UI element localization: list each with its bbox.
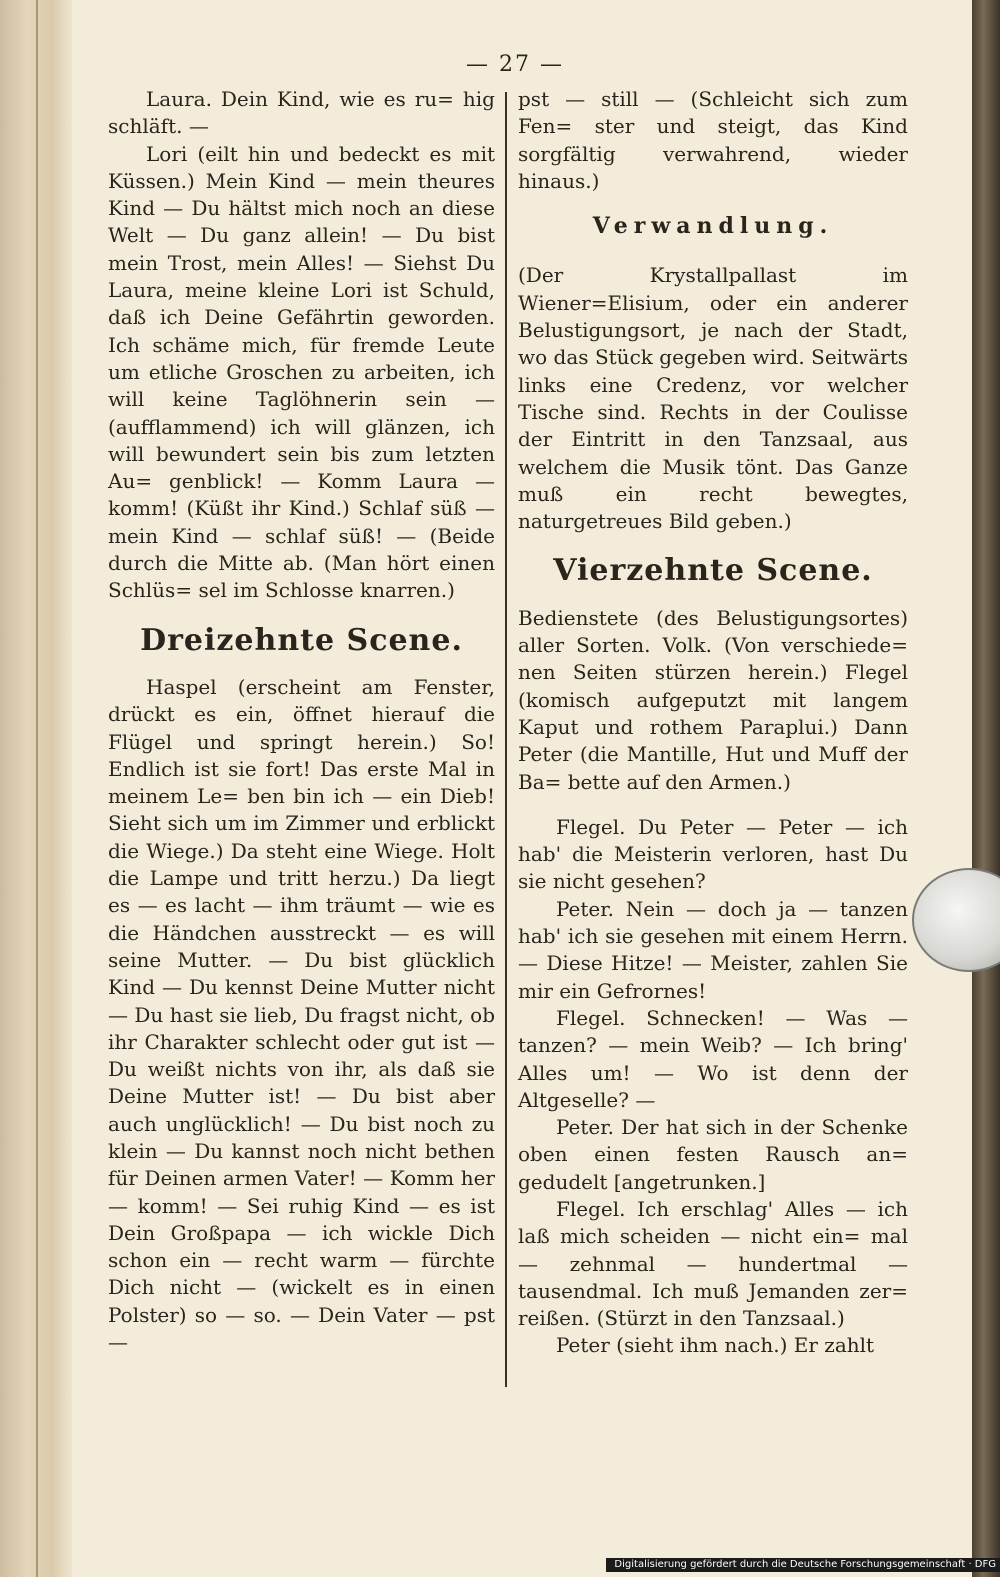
right-column [518, 86, 908, 1360]
scene-heading: Vierzehnte Scene. [553, 553, 873, 589]
dialogue-line: Flegel. Du Peter — Peter — ich hab' die Meisterin verloren, hast Du sie nicht gesehen? [518, 814, 908, 894]
paragraph: Laura. Dein Kind, wie es ru= hig schläft. — [108, 87, 495, 139]
left-column [108, 86, 495, 1356]
book-edge [972, 0, 1000, 1577]
dialogue-line: Peter. Der hat sich in der Schenke oben einen festen Rausch an= gedudelt [angetrunken.] [518, 1115, 908, 1194]
footer-credit: Digitalisierung gefördert durch die Deutsche Forschungsgemeinschaft · DFG [606, 1558, 1000, 1572]
page-number: — 27 — [466, 52, 564, 77]
paragraph: Haspel (erscheint am Fenster, drückt es ein, öffnet hierauf die Flügel und springt herein.) So! Endlich ist sie fort! Das erste Mal in meinem Le= ben bin ich — ein Dieb! Sieht sich um im Zimmer und erblickt die Wiege.) Da steht eine Wiege. Holt die Lampe und tritt herzu.) Da liegt es — es lacht — ihm träumt — wie es die Händchen ausstreckt — es will seine Mutter. — Du bist glücklich Kind — Du kennst Deine Mutter nicht — Du hast sie lieb, Du fragst nicht, ob ihr Charakter schlecht oder gut ist — Du weißt nichts von ihr, als daß sie Deine Mutter ist! — Du bist aber auch unglücklich! — Du bist noch zu klein — Du kannst noch nicht bethen für Deinen armen Vater! — Komm her — komm! — Sei ruhig Kind — es ist Dein Großpapa — ich wickle Dich schon ein — recht warm — fürchte Dich nicht — (wickelt es in einen Polster) so — so. — Dein Vater — pst — [108, 674, 495, 1355]
gutter-fold [36, 0, 38, 1577]
book-gutter [0, 0, 72, 1577]
dialogue-line: Flegel. Schnecken! — Was — tanzen? — mein Weib? — Ich bring' Alles um! — Wo ist denn der Altgeselle? — [518, 1005, 908, 1112]
dialogue-line: Flegel. Ich erschlag' Alles — ich laß mich scheiden — nicht ein= mal — zehnmal — hundertmal — tausendmal. Ich muß Jemanden zer= reißen. (Stürzt in den Tanzsaal.) [518, 1196, 908, 1331]
column-divider [505, 92, 507, 1387]
paragraph: pst — still — (Schleicht sich zum Fen= ster und steigt, das Kind sorgfältig verwahrend, wieder hinaus.) [518, 87, 908, 193]
scene-heading: Dreizehnte Scene. [140, 622, 463, 658]
stage-direction: (Der Krystallpallast im Wiener=Elisium, oder ein anderer Belustigungsort, je nach der Stadt, wo das Stück gegeben wird. Seitwärts links eine Credenz, vor welcher Tische sind. Rechts in der Coulisse der Eintritt in den Tanzsaal, aus welchem die Musik tönt. Das Ganze muß ein recht bewegtes, naturgetreues Bild geben.) [518, 263, 908, 534]
paragraph: Lori (eilt hin und bedeckt es mit Küssen.) Mein Kind — mein theures Kind — Du hältst mich noch an diese Welt — Du ganz allein! — Du bist mein Trost, mein Alles! — Siehst Du Laura, meine kleine Lori ist Schuld, daß ich Deine Gefährtin geworden. Ich schäme mich, für fremde Leute um etliche Groschen zu arbeiten, ich will keine Taglöhnerin sein — (aufflammend) ich will glänzen, ich will bewundert sein bis zum letzten Au= genblick! — Komm Laura — komm! (Küßt ihr Kind.) Schlaf süß — mein Kind — schlaf süß! — (Beide durch die Mitte ab. (Man hört einen Schlüs= sel im Schlosse knarren.) [108, 141, 495, 603]
dialogue-line: Peter. Nein — doch ja — tanzen hab' ich sie gesehen mit einem Herrn. — Diese Hitze! — Meister, zahlen Sie mir ein Gefrornes! [518, 896, 908, 1003]
dialogue-line: Peter (sieht ihm nach.) Er zahlt [556, 1333, 875, 1358]
cast-list: Bedienstete (des Belustigungsortes) aller Sorten. Volk. (Von verschiede= nen Seiten stürzen herein.) Flegel (komisch aufgeputzt mit langem Kaput und rothem Paraplui.) Dann Peter (die Mantille, Hut und Muff der Ba= bette auf den Armen.) [518, 605, 908, 794]
transformation-heading: Verwandlung. [592, 213, 834, 240]
